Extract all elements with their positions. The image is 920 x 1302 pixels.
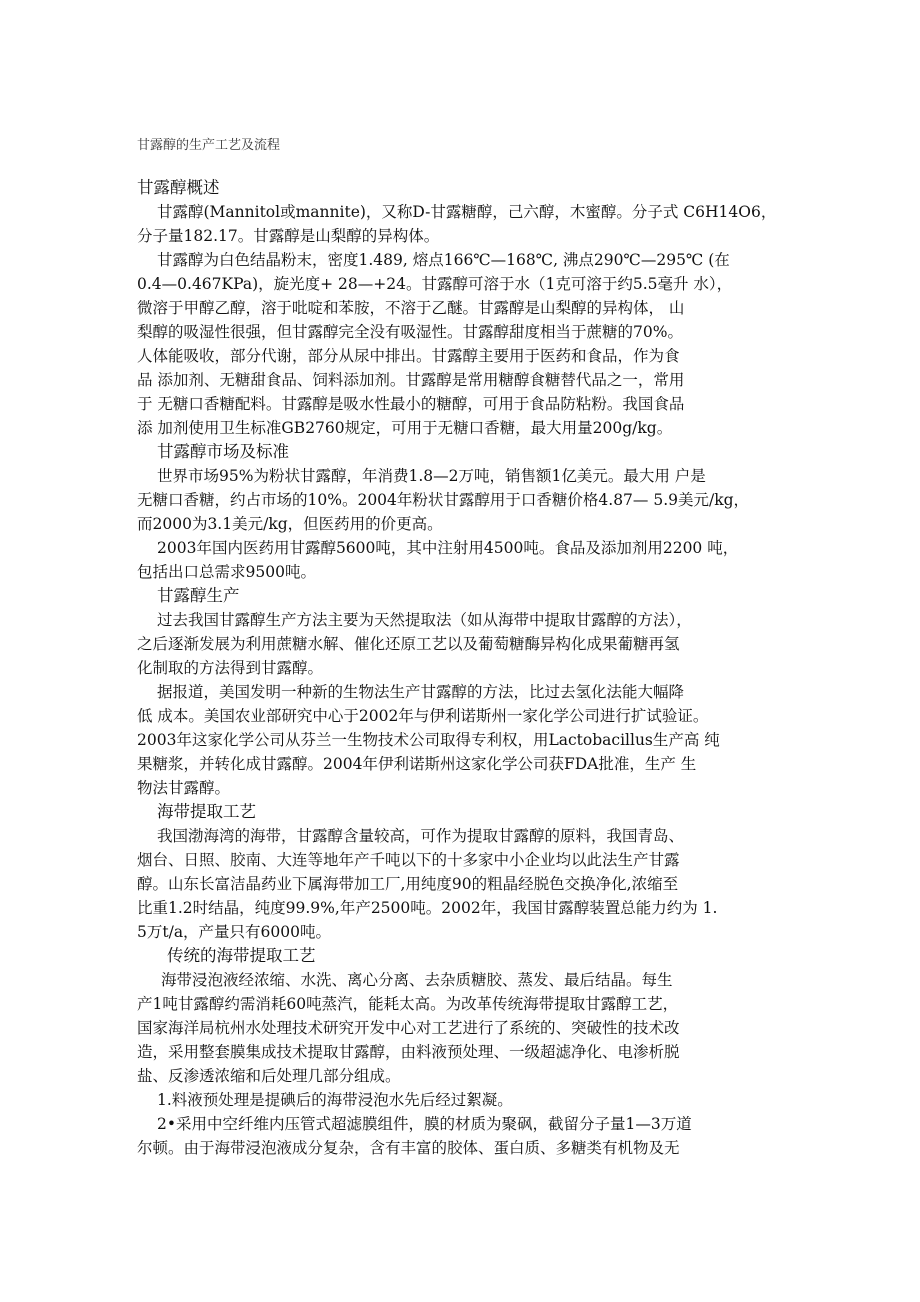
text-line: 据报道，美国发明一种新的生物法生产甘露醇的方法，比过去氢化法能大幅降 [157, 683, 685, 701]
text-line: 盐、反渗透浓缩和后处理几部分组成。 [137, 1067, 401, 1085]
text-line: 世界市场95%为粉状甘露醇，年消费1.8—2万吨，销售额1亿美元。最大用 户是 [157, 467, 706, 485]
text-line: 微溶于甲醇乙醇，溶于吡啶和苯胺，不溶于乙醚。甘露醇是山梨醇的异构体， 山 [137, 299, 685, 317]
text-line: 比重1.2时结晶，纯度99.9%,年产2500吨。2002年，我国甘露醇装置总能力约为 1. [137, 899, 718, 917]
text-line: 于 无糖口香糖配料。甘露醇是吸水性最小的糖醇，可用于食品防粘粉。我国食品 [137, 395, 685, 413]
text-line: 梨醇的吸湿性很强，但甘露醇完全没有吸湿性。甘露醇甜度相当于蔗糖的70%。 [137, 323, 683, 341]
text-line: 人体能吸收，部分代谢，部分从尿中排出。甘露醇主要用于医药和食品，作为食 [137, 347, 680, 365]
text-line: 0.4—0.467KPa)，旋光度+ 28—+24。甘露醇可溶于水（1克可溶于约5.5毫升 水）， [137, 275, 733, 293]
text-line: 造，采用整套膜集成技术提取甘露醇，由料液预处理、一级超滤净化、电渗析脱 [137, 1043, 680, 1061]
document-title: 甘露醇的生产工艺及流程 [137, 138, 281, 153]
document-body [137, 176, 789, 1160]
text-line: 烟台、日照、胶南、大连等地年产千吨以下的十多家中小企业均以此法生产甘露 [137, 851, 680, 869]
text-line: 分子量182.17。甘露醇是山梨醇的异构体。 [137, 227, 440, 245]
text-line: 添 加剂使用卫生标准GB2760规定，可用于无糖口香糖，最大用量200g/kg。 [137, 419, 673, 437]
text-line: 化制取的方法得到甘露醇。 [137, 659, 324, 677]
section-heading: 甘露醇生产 [157, 586, 240, 605]
text-line: 品 添加剂、无糖甜食品、饲料添加剂。甘露醇是常用糖醇食糖替代品之一，常用 [137, 371, 685, 389]
section-heading: 海带提取工艺 [157, 802, 256, 821]
text-line: 而2000为3.1美元/kg，但医药用的价更高。 [137, 515, 443, 533]
text-line: 之后逐渐发展为利用蔗糖水解、催化还原工艺以及葡萄糖酶异构化成果葡糖再氢 [137, 635, 680, 653]
text-line: 甘露醇为白色结晶粉末，密度1.489, 熔点166℃—168℃, 沸点290℃—295℃ (在 [157, 251, 730, 269]
text-line: 无糖口香糖，约占市场的10%。2004年粉状甘露醇用于口香糖价格4.87— 5.9美元/kg， [137, 491, 750, 509]
section-heading: 甘露醇概述 [137, 178, 220, 197]
section-heading: 传统的海带提取工艺 [167, 946, 316, 965]
text-line: 醇。山东长富洁晶药业下属海带加工厂,用纯度90的粗晶经脱色交换净化,浓缩至 [137, 875, 679, 893]
text-line: 尔顿。由于海带浸泡液成分复杂，含有丰富的胶体、蛋白质、多糖类有机物及无 [137, 1139, 680, 1157]
text-line: 果糖浆，并转化成甘露醇。2004年伊利诺斯州这家化学公司获FDA批准，生产 生 [137, 755, 697, 773]
section-heading: 甘露醇市场及标准 [157, 442, 289, 461]
text-line: 甘露醇(Mannitol或mannite)，又称D-甘露糖醇，己六醇，木蜜醇。分子式 C6H14O6， [157, 203, 777, 221]
text-line: 5万t/a，产量只有6000吨。 [137, 923, 332, 941]
text-line: 2003年这家化学公司从芬兰一生物技术公司取得专利权，用Lactobacillus生产高 纯 [137, 731, 720, 749]
text-line: 产1吨甘露醇约需消耗60吨蒸汽，能耗太高。为改革传统海带提取甘露醇工艺， [137, 995, 679, 1013]
text-line: 物法甘露醇。 [137, 779, 231, 797]
text-line: 2•采用中空纤维内压管式超滤膜组件，膜的材质为聚砜，截留分子量1—3万道 [157, 1115, 692, 1133]
text-line: 过去我国甘露醇生产方法主要为天然提取法（如从海带中提取甘露醇的方法）， [157, 611, 692, 629]
text-line: 国家海洋局杭州水处理技术研究开发中心对工艺进行了系统的、突破性的技术改 [137, 1019, 680, 1037]
text-line: 2003年国内医药用甘露醇5600吨，其中注射用4500吨。食品及添加剂用2200 吨， [157, 539, 739, 557]
text-line: 我国渤海湾的海带，甘露醇含量较高，可作为提取甘露醇的原料，我国青岛、 [157, 827, 685, 845]
text-line: 包括出口总需求9500吨。 [137, 563, 316, 581]
text-line: 海带浸泡液经浓缩、水洗、离心分离、去杂质糖胶、蒸发、最后结晶。每生 [161, 971, 673, 989]
text-line: 1.料液预处理是提碘后的海带浸泡水先后经过絮凝。 [157, 1091, 513, 1109]
text-line: 低 成本。美国农业部研究中心于2002年与伊利诺斯州一家化学公司进行扩试验证。 [137, 707, 709, 725]
